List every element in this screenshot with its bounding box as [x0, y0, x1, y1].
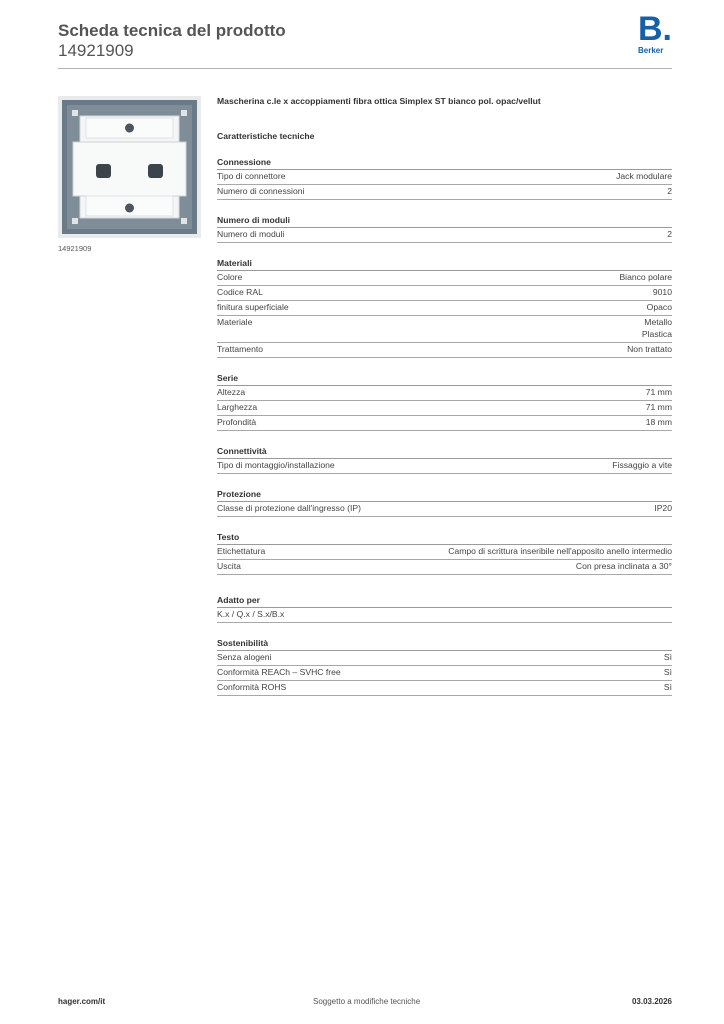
spec-label: Tipo di connettore	[217, 171, 286, 181]
spec-value	[664, 652, 672, 664]
section-title: Serie	[217, 372, 672, 386]
spec-label: Uscita	[217, 560, 241, 571]
spec-row	[217, 651, 672, 666]
spec-content	[217, 95, 672, 696]
spec-value	[664, 667, 672, 679]
spec-row	[217, 271, 672, 286]
product-image	[58, 96, 201, 238]
spec-row	[217, 666, 672, 681]
spec-row	[217, 228, 672, 243]
spec-value-line: 9010	[652, 287, 672, 297]
footer-note: Soggetto a modifiche tecniche	[313, 997, 421, 1006]
spec-value	[667, 229, 672, 241]
spec-value	[646, 402, 672, 414]
spec-value-line: 71 mm	[645, 401, 672, 412]
footer-website: hager.com/it	[58, 997, 106, 1006]
spec-row	[217, 459, 672, 474]
spec-value	[646, 387, 672, 399]
spec-label: finitura superficiale	[217, 302, 289, 312]
spec-label: Larghezza	[217, 401, 258, 412]
spec-label: Profondità	[217, 416, 257, 427]
spec-label: Conformità REACh – SVHC free	[217, 666, 341, 677]
spec-value	[612, 460, 672, 472]
spec-section	[217, 531, 672, 575]
spec-row	[217, 343, 672, 358]
spec-value	[654, 503, 672, 515]
spec-value	[619, 272, 672, 284]
spec-value-line: 2	[667, 186, 672, 196]
spec-section	[217, 156, 672, 200]
logo-text: Berker	[638, 46, 664, 55]
spec-value-line: Sì	[663, 681, 672, 692]
footer-date: 03.03.2026	[631, 997, 672, 1006]
spec-row	[217, 286, 672, 301]
spec-row	[217, 185, 672, 200]
spec-label: Colore	[217, 272, 243, 282]
spec-section	[217, 372, 672, 431]
page-header	[58, 20, 286, 61]
spec-label: Altezza	[217, 386, 246, 397]
product-name: Mascherina c.le x accoppiamenti fibra ottica Simplex ST bianco pol. opac/vellut	[217, 96, 541, 106]
spec-label: K.x / Q.x / S.x/B.x	[217, 608, 285, 619]
berker-logo	[638, 10, 676, 56]
section-title: Protezione	[217, 488, 672, 502]
spec-label: Etichettatura	[217, 545, 266, 556]
section-title: Connettività	[217, 445, 672, 459]
tech-specs-title: Caratteristiche tecniche	[217, 131, 315, 141]
spec-label: Senza alogeni	[217, 651, 272, 662]
spec-value-line: 18 mm	[645, 416, 672, 427]
spec-row	[217, 416, 672, 431]
section-title: Testo	[217, 531, 672, 545]
section-title: Connessione	[217, 156, 672, 170]
spec-row	[217, 316, 672, 343]
spec-value-line: Sì	[663, 651, 672, 662]
section-title: Sostenibilità	[217, 637, 672, 651]
spec-label: Trattamento	[217, 343, 264, 354]
spec-section	[217, 214, 672, 243]
spec-value	[647, 302, 672, 314]
spec-row	[217, 545, 672, 560]
spec-value-line: Sì	[663, 666, 672, 677]
spec-value	[642, 317, 672, 340]
spec-value-line: Con presa inclinata a 30°	[575, 560, 672, 571]
page-title: Scheda tecnica del prodotto	[58, 21, 286, 40]
spec-label: Classe di protezione dall'ingresso (IP)	[217, 502, 361, 513]
spec-label: Codice RAL	[217, 287, 263, 297]
spec-value-line: Bianco polare	[619, 272, 672, 282]
spec-row	[217, 170, 672, 185]
spec-section	[217, 488, 672, 517]
spec-value-line: 71 mm	[645, 386, 672, 397]
spec-value-line: Non trattato	[627, 343, 672, 354]
spec-value	[616, 171, 672, 183]
logo-letter: B.	[638, 10, 672, 48]
image-caption: 14921909	[58, 244, 92, 253]
spec-row	[217, 401, 672, 416]
spec-value-line: Opaco	[646, 302, 672, 312]
spec-value-line: Plastica	[641, 328, 672, 339]
product-cover-plate-illustration	[58, 96, 201, 238]
spec-label: Numero di moduli	[217, 229, 285, 239]
spec-section	[217, 257, 672, 358]
section-title: Materiali	[217, 257, 672, 271]
spec-label: Conformità ROHS	[217, 681, 287, 692]
spec-value	[653, 287, 672, 299]
spec-value-line: IP20	[654, 502, 672, 513]
spec-row	[217, 386, 672, 401]
spec-value-line: Fissaggio a vite	[612, 459, 672, 470]
spec-sections	[217, 156, 672, 696]
spec-value-line: Jack modulare	[616, 171, 672, 181]
spec-value-line: Campo di scrittura inseribile nell'apposito anello intermedio	[448, 545, 672, 556]
spec-row	[217, 301, 672, 316]
spec-row	[217, 681, 672, 696]
header-divider	[58, 68, 672, 69]
spec-section	[217, 445, 672, 474]
product-number: 14921909	[58, 41, 134, 60]
spec-value	[667, 186, 672, 198]
spec-value	[664, 682, 672, 694]
spec-label: Numero di connessioni	[217, 186, 305, 196]
spec-value	[627, 344, 672, 356]
spec-value-line: Metallo	[644, 317, 672, 327]
spec-value-line: 2	[667, 229, 672, 239]
spec-label: Tipo di montaggio/installazione	[217, 459, 335, 470]
spec-section	[217, 637, 672, 696]
spec-section	[217, 594, 672, 623]
spec-row	[217, 608, 672, 623]
spec-value	[646, 417, 672, 429]
spec-row	[217, 560, 672, 575]
spec-value	[576, 561, 672, 573]
spec-value	[448, 546, 672, 558]
section-title: Numero di moduli	[217, 214, 672, 228]
section-title: Adatto per	[217, 594, 672, 608]
spec-label: Materiale	[217, 317, 253, 327]
spec-row	[217, 502, 672, 517]
